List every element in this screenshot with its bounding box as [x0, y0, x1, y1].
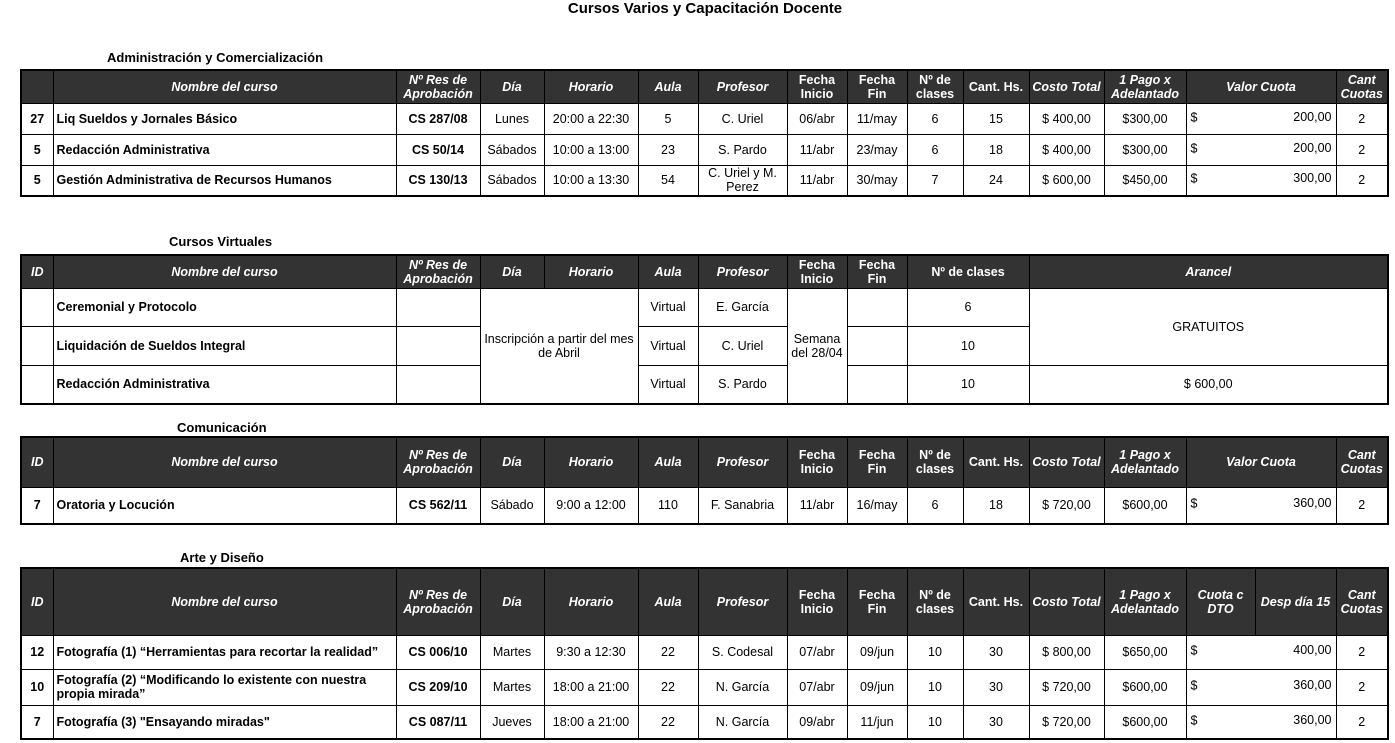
header-hs: Cant. Hs. [963, 70, 1029, 103]
cell-aula: 54 [638, 165, 698, 196]
cell-hs: 30 [963, 635, 1029, 669]
table-arte [20, 567, 1389, 740]
cell-hs: 30 [963, 669, 1029, 705]
cell-res: CS 50/14 [396, 134, 480, 165]
cell-costo: $ 400,00 [1029, 103, 1104, 134]
cuota-amount: 400,00 [1293, 643, 1332, 657]
cell-profesor: S. Codesal [698, 635, 787, 669]
header-cant-cuotas: Cant Cuotas [1336, 70, 1388, 103]
currency-symbol: $ [1190, 141, 1198, 156]
header-nombre: Nombre del curso [53, 70, 396, 103]
cell-aula: 22 [638, 705, 698, 739]
header-nombre: Nombre del curso [53, 568, 396, 635]
header-hs: Cant. Hs. [963, 568, 1029, 635]
cell-inicio: 11/abr [787, 165, 847, 196]
cell-pago: $600,00 [1104, 487, 1186, 524]
cell-costo: $ 800,00 [1029, 635, 1104, 669]
cell-dia: Sábados [480, 165, 544, 196]
cell-clases: 10 [907, 669, 963, 705]
cell-inicio: 07/abr [787, 669, 847, 705]
cell-profesor: E. García [698, 288, 787, 326]
cell-fin: 11/may [847, 103, 907, 134]
section-title-virtual: Cursos Virtuales [169, 234, 273, 249]
cell-profesor: S. Pardo [698, 134, 787, 165]
table-row [21, 705, 1388, 739]
header-horario: Horario [544, 437, 638, 487]
cell-id: 27 [21, 103, 53, 134]
header-fin: Fecha Fin [847, 255, 907, 288]
header-id: ID [21, 437, 53, 487]
cell-aula: 22 [638, 669, 698, 705]
header-pago: 1 Pago x Adelantado [1104, 70, 1186, 103]
cell-id: 7 [21, 705, 53, 739]
header-horario: Horario [544, 568, 638, 635]
currency-symbol: $ [1190, 171, 1198, 186]
cell-aula: Virtual [638, 365, 698, 404]
cell-aula: 5 [638, 103, 698, 134]
table-row [21, 165, 1388, 196]
cell-id: 7 [21, 487, 53, 524]
header-dia: Día [480, 437, 544, 487]
cuota-amount: 200,00 [1293, 109, 1332, 124]
currency-symbol: $ [1190, 713, 1198, 728]
cell-cuota [1186, 103, 1336, 134]
cuota-amount: 360,00 [1293, 678, 1332, 692]
header-res: Nº Res de Aprobación [396, 70, 480, 103]
section-title-admin: Administración y Comercialización [107, 50, 324, 65]
cell-fin: 09/jun [847, 669, 907, 705]
currency-symbol: $ [1190, 678, 1198, 693]
cell-horario: 20:00 a 22:30 [544, 103, 638, 134]
cell-pago: $650,00 [1104, 635, 1186, 669]
cell-clases: 10 [907, 705, 963, 739]
cell-pago: $300,00 [1104, 134, 1186, 165]
cell-profesor: C. Uriel y M. Perez [698, 165, 787, 196]
cell-cuota [1186, 669, 1336, 705]
header-clases: Nº de clases [907, 255, 1029, 288]
header-cant-cuotas: Cant Cuotas [1336, 437, 1388, 487]
cell-arancel: $ 600,00 [1029, 365, 1388, 404]
cell-costo: $ 600,00 [1029, 165, 1104, 196]
header-inicio: Fecha Inicio [787, 70, 847, 103]
header-horario: Horario [544, 70, 638, 103]
table-header-row [21, 70, 1388, 103]
currency-symbol: $ [1190, 643, 1198, 658]
cell-inicio: 06/abr [787, 103, 847, 134]
cell-costo: $ 400,00 [1029, 134, 1104, 165]
header-aula: Aula [638, 437, 698, 487]
table-row [21, 134, 1388, 165]
header-fin: Fecha Fin [847, 568, 907, 635]
cell-aula: Virtual [638, 288, 698, 326]
header-desp: Desp día 15 [1255, 568, 1336, 635]
cell-clases: 10 [907, 635, 963, 669]
cell-fin: 16/may [847, 487, 907, 524]
header-pago: 1 Pago x Adelantado [1104, 437, 1186, 487]
header-fin: Fecha Fin [847, 437, 907, 487]
cell-pago: $600,00 [1104, 669, 1186, 705]
currency-symbol: $ [1190, 496, 1198, 511]
header-clases: Nº de clases [907, 568, 963, 635]
header-nombre: Nombre del curso [53, 255, 396, 288]
cell-fin: 11/jun [847, 705, 907, 739]
cell-costo: $ 720,00 [1029, 705, 1104, 739]
cell-cant-cuotas: 2 [1336, 669, 1388, 705]
cell-nombre: Ceremonial y Protocolo [53, 288, 396, 326]
cell-fin: 23/may [847, 134, 907, 165]
cell-hs: 15 [963, 103, 1029, 134]
header-res: Nº Res de Aprobación [396, 437, 480, 487]
header-aula: Aula [638, 255, 698, 288]
header-fin: Fecha Fin [847, 70, 907, 103]
cell-id: 5 [21, 165, 53, 196]
header-hs: Cant. Hs. [963, 437, 1029, 487]
cuota-amount: 360,00 [1293, 712, 1332, 727]
cell-cant-cuotas: 2 [1336, 635, 1388, 669]
cell-nombre: Redacción Administrativa [53, 365, 396, 404]
cell-dia: Lunes [480, 103, 544, 134]
section-title-arte: Arte y Diseño [180, 550, 264, 565]
header-profesor: Profesor [698, 568, 787, 635]
cell-res [396, 365, 480, 404]
cell-costo: $ 720,00 [1029, 487, 1104, 524]
cell-nombre: Liq Sueldos y Jornales Básico [53, 103, 396, 134]
header-clases: Nº de clases [907, 70, 963, 103]
cell-clases: 10 [907, 365, 1029, 404]
header-aula: Aula [638, 568, 698, 635]
header-profesor: Profesor [698, 70, 787, 103]
table-row [21, 669, 1388, 705]
header-arancel: Arancel [1029, 255, 1388, 288]
cell-res: CS 287/08 [396, 103, 480, 134]
header-cuota: Valor Cuota [1186, 437, 1336, 487]
table-row [21, 103, 1388, 134]
cell-profesor: C. Uriel [698, 326, 787, 365]
table-header-row [21, 255, 1388, 288]
header-cant-cuotas: Cant Cuotas [1336, 568, 1388, 635]
cell-clases: 6 [907, 134, 963, 165]
cell-aula: 110 [638, 487, 698, 524]
cell-nombre: Gestión Administrativa de Recursos Humanos [53, 165, 396, 196]
cell-hs: 18 [963, 487, 1029, 524]
header-cuota-dto: Cuota c DTO [1186, 568, 1255, 635]
table-row [21, 288, 1388, 326]
cell-id [21, 288, 53, 326]
cell-hs: 18 [963, 134, 1029, 165]
header-inicio: Fecha Inicio [787, 568, 847, 635]
cell-horario: 9:30 a 12:30 [544, 635, 638, 669]
cell-inicio: 07/abr [787, 635, 847, 669]
header-clases: Nº de clases [907, 437, 963, 487]
header-costo: Costo Total [1029, 437, 1104, 487]
header-cuota: Valor Cuota [1186, 70, 1336, 103]
header-dia: Día [480, 568, 544, 635]
table-header-row [21, 437, 1388, 487]
cell-id: 5 [21, 134, 53, 165]
cell-cuota [1186, 134, 1336, 165]
cell-inicio: 11/abr [787, 487, 847, 524]
currency-symbol: $ [1190, 110, 1198, 125]
cell-pago: $300,00 [1104, 103, 1186, 134]
cell-dia: Sábados [480, 134, 544, 165]
header-inicio: Fecha Inicio [787, 437, 847, 487]
cell-fin [847, 288, 907, 326]
cell-nombre: Fotografía (1) “Herramientas para recortar la realidad” [53, 635, 396, 669]
page-title: Cursos Varios y Capacitación Docente [567, 0, 843, 17]
cell-clases: 6 [907, 288, 1029, 326]
cell-res: CS 006/10 [396, 635, 480, 669]
cell-nombre: Oratoria y Locución [53, 487, 396, 524]
cell-inicio: Semana del 28/04 [787, 288, 847, 404]
cell-dia: Martes [480, 635, 544, 669]
cell-profesor: N. García [698, 705, 787, 739]
cell-id: 12 [21, 635, 53, 669]
cell-profesor: F. Sanabria [698, 487, 787, 524]
cell-hs: 24 [963, 165, 1029, 196]
cell-aula: 22 [638, 635, 698, 669]
cell-dia: Jueves [480, 705, 544, 739]
cell-nombre: Liquidación de Sueldos Integral [53, 326, 396, 365]
cell-fin: 30/may [847, 165, 907, 196]
cell-cuota [1186, 635, 1336, 669]
cell-horario: 10:00 a 13:00 [544, 134, 638, 165]
cell-horario: 9:00 a 12:00 [544, 487, 638, 524]
cell-cant-cuotas: 2 [1336, 487, 1388, 524]
cell-aula: Virtual [638, 326, 698, 365]
cell-costo: $ 720,00 [1029, 669, 1104, 705]
cuota-amount: 360,00 [1293, 496, 1332, 511]
cell-aula: 23 [638, 134, 698, 165]
cell-horario-inscripcion: Inscripción a partir del mes de Abril [480, 288, 638, 404]
cell-res: CS 562/11 [396, 487, 480, 524]
header-profesor: Profesor [698, 255, 787, 288]
cell-horario: 18:00 a 21:00 [544, 669, 638, 705]
header-costo: Costo Total [1029, 70, 1104, 103]
table-virtual [20, 254, 1389, 405]
section-title-comunicacion: Comunicación [177, 420, 267, 435]
table-row [21, 635, 1388, 669]
cell-arancel-gratuitos: GRATUITOS [1029, 288, 1388, 365]
header-dia: Día [480, 255, 544, 288]
header-dia: Día [480, 70, 544, 103]
cell-res: CS 209/10 [396, 669, 480, 705]
table-header-row [21, 568, 1388, 635]
cell-res: CS 087/11 [396, 705, 480, 739]
cell-inicio: 09/abr [787, 705, 847, 739]
cuota-amount: 200,00 [1293, 140, 1332, 155]
cell-cant-cuotas: 2 [1336, 103, 1388, 134]
cell-clases: 6 [907, 103, 963, 134]
cell-nombre: Redacción Administrativa [53, 134, 396, 165]
cell-inicio: 11/abr [787, 134, 847, 165]
cell-cuota [1186, 165, 1336, 196]
header-id [21, 70, 53, 103]
header-profesor: Profesor [698, 437, 787, 487]
cell-profesor: S. Pardo [698, 365, 787, 404]
header-inicio: Fecha Inicio [787, 255, 847, 288]
table-admin [20, 69, 1389, 197]
cuota-amount: 300,00 [1293, 171, 1332, 186]
cell-dia: Sábado [480, 487, 544, 524]
cell-res [396, 288, 480, 326]
cell-fin [847, 365, 907, 404]
header-pago: 1 Pago x Adelantado [1104, 568, 1186, 635]
cell-pago: $450,00 [1104, 165, 1186, 196]
cell-cant-cuotas: 2 [1336, 134, 1388, 165]
cell-cant-cuotas: 2 [1336, 165, 1388, 196]
cell-hs: 30 [963, 705, 1029, 739]
cell-pago: $600,00 [1104, 705, 1186, 739]
cell-fin [847, 326, 907, 365]
cell-clases: 10 [907, 326, 1029, 365]
header-id: ID [21, 568, 53, 635]
cell-res [396, 326, 480, 365]
cell-dia: Martes [480, 669, 544, 705]
cell-cant-cuotas: 2 [1336, 705, 1388, 739]
cell-profesor: C. Uriel [698, 103, 787, 134]
header-res: Nº Res de Aprobación [396, 255, 480, 288]
cell-profesor: N. García [698, 669, 787, 705]
header-costo: Costo Total [1029, 568, 1104, 635]
cell-cuota [1186, 487, 1336, 524]
cell-horario: 10:00 a 13:30 [544, 165, 638, 196]
table-row [21, 487, 1388, 524]
header-res: Nº Res de Aprobación [396, 568, 480, 635]
cell-cuota [1186, 705, 1336, 739]
cell-fin: 09/jun [847, 635, 907, 669]
cell-nombre: Fotografía (3) "Ensayando miradas" [53, 705, 396, 739]
cell-id [21, 365, 53, 404]
cell-horario: 18:00 a 21:00 [544, 705, 638, 739]
header-nombre: Nombre del curso [53, 437, 396, 487]
cell-id: 10 [21, 669, 53, 705]
cell-res: CS 130/13 [396, 165, 480, 196]
table-comunicacion [20, 436, 1389, 525]
cell-clases: 6 [907, 487, 963, 524]
header-aula: Aula [638, 70, 698, 103]
cell-id [21, 326, 53, 365]
table-row [21, 365, 1388, 404]
header-id: ID [21, 255, 53, 288]
header-horario: Horario [544, 255, 638, 288]
cell-nombre: Fotografía (2) “Modificando lo existente con nuestra propia mirada” [53, 669, 396, 705]
cell-clases: 7 [907, 165, 963, 196]
